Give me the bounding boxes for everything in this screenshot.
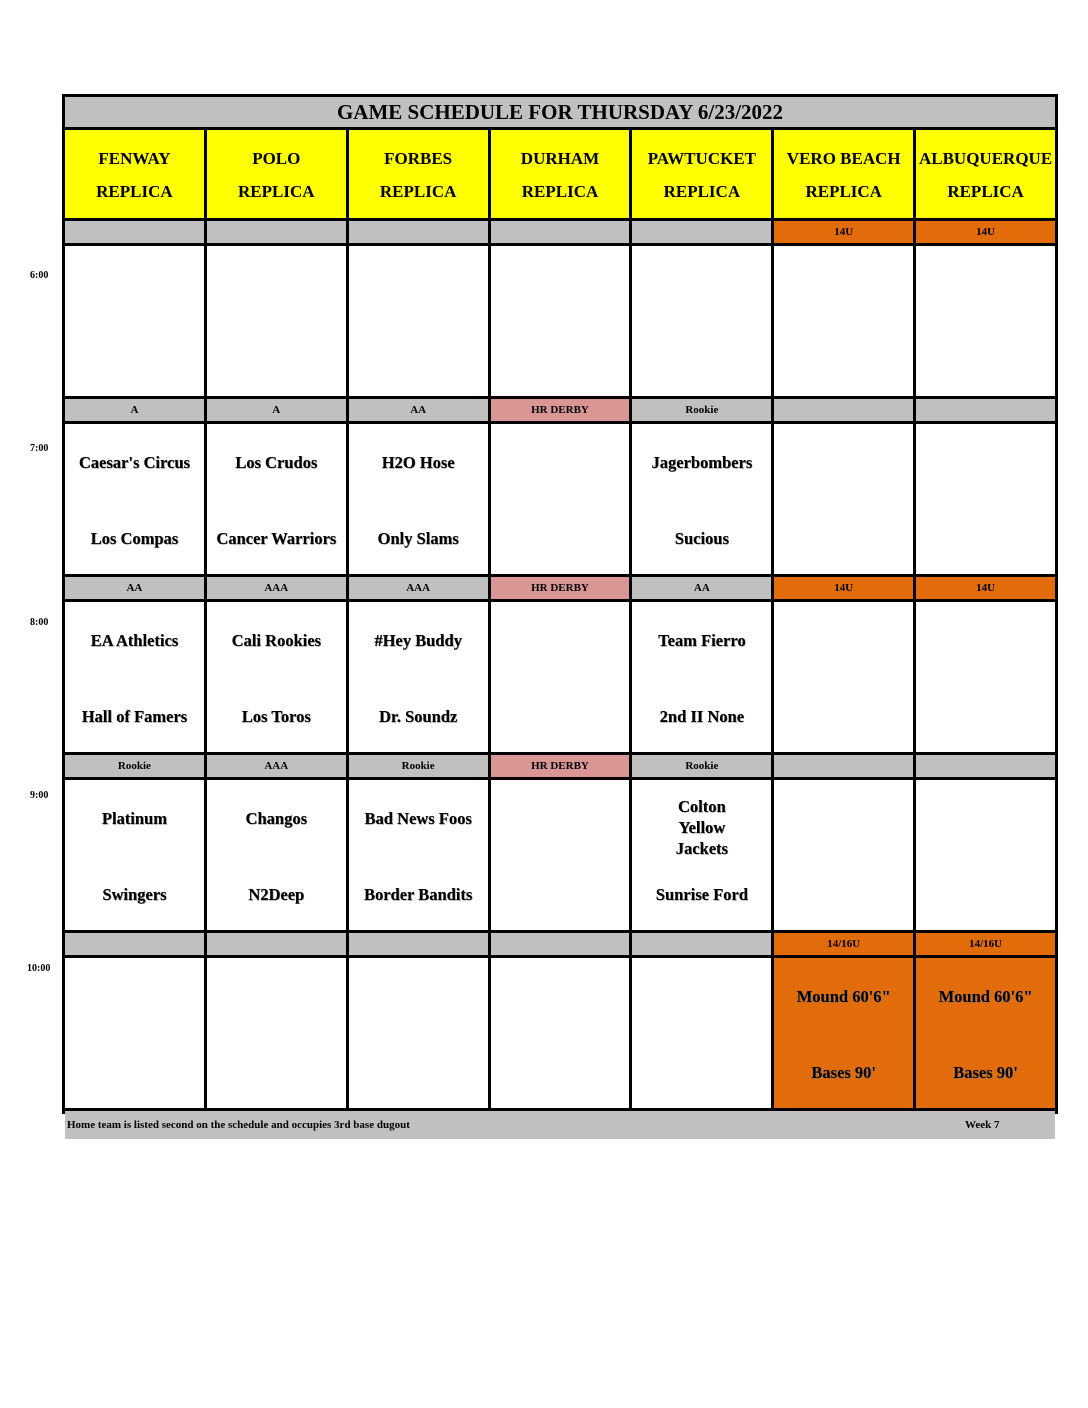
level-label: 14U <box>916 221 1055 243</box>
level-label <box>632 221 771 243</box>
away-team: Colton Yellow Jackets <box>675 797 728 858</box>
venue-name: PAWTUCKET <box>647 149 756 168</box>
game-cell <box>491 958 630 1108</box>
game-cell <box>207 780 346 930</box>
game-cell <box>916 602 1055 752</box>
away-team: Mound 60'6" <box>938 987 1033 1006</box>
home-team: N2Deep <box>248 885 305 904</box>
game-cell <box>491 424 630 574</box>
game-cell <box>349 780 488 930</box>
home-team: Cancer Warriors <box>216 529 337 548</box>
away-team: EA Athletics <box>90 631 179 650</box>
level-label: AAA <box>207 755 346 777</box>
venue-name: FORBES <box>384 149 453 168</box>
home-team-note: Home team is listed second on the schedule and occupies 3rd base dugout <box>67 1119 410 1131</box>
level-label: A <box>207 399 346 421</box>
level-label: AAA <box>207 577 346 599</box>
game-cell <box>774 602 913 752</box>
game-cell <box>65 246 204 396</box>
game-cell <box>774 780 913 930</box>
game-cell <box>916 780 1055 930</box>
home-team: Dr. Soundz <box>379 707 458 726</box>
level-label: HR DERBY <box>491 399 630 421</box>
level-label: 14/16U <box>774 933 913 955</box>
level-label: HR DERBY <box>491 755 630 777</box>
game-cell <box>207 246 346 396</box>
level-label: HR DERBY <box>491 577 630 599</box>
home-team: Los Compas <box>90 529 179 548</box>
venue-header-vero-beach <box>774 130 913 218</box>
game-cell <box>349 246 488 396</box>
level-label: A <box>65 399 204 421</box>
venue-sub: REPLICA <box>805 182 882 201</box>
home-team: Border Bandits <box>363 885 473 904</box>
game-cell <box>491 602 630 752</box>
level-label: Rookie <box>349 755 488 777</box>
venue-header-pawtucket <box>632 130 771 218</box>
level-label <box>207 933 346 955</box>
time-label: 9:00 <box>30 790 49 801</box>
game-cell <box>632 780 771 930</box>
level-label <box>916 755 1055 777</box>
home-team: Sucious <box>674 529 729 548</box>
home-team: Bases 90' <box>811 1063 877 1082</box>
level-label <box>916 399 1055 421</box>
game-cell <box>491 246 630 396</box>
away-team: Caesar's Circus <box>78 453 190 472</box>
venue-name: ALBUQUERQUE <box>918 149 1053 168</box>
time-label: 8:00 <box>30 617 49 628</box>
level-label <box>774 399 913 421</box>
venue-sub: REPLICA <box>379 182 457 201</box>
away-team: Platinum <box>101 809 167 828</box>
away-team: Cali Rookies <box>231 631 321 650</box>
home-team: Swingers <box>102 885 167 904</box>
level-label <box>491 221 630 243</box>
game-cell <box>349 958 488 1108</box>
time-label: 7:00 <box>30 443 49 454</box>
venue-sub: REPLICA <box>238 182 315 201</box>
level-label: 14U <box>774 577 913 599</box>
time-column <box>0 0 62 1408</box>
venue-sub: REPLICA <box>521 182 599 201</box>
away-team: H2O Hose <box>381 453 455 472</box>
venue-sub: REPLICA <box>663 182 741 201</box>
venue-header-fenway <box>65 130 204 218</box>
level-label <box>632 933 771 955</box>
game-cell <box>65 780 204 930</box>
level-label <box>349 221 488 243</box>
level-label: 14U <box>774 221 913 243</box>
level-label <box>491 933 630 955</box>
game-cell <box>207 424 346 574</box>
level-label <box>207 221 346 243</box>
game-cell <box>491 780 630 930</box>
game-cell <box>916 424 1055 574</box>
game-cell <box>632 602 771 752</box>
game-cell <box>349 424 488 574</box>
away-team: Team Fierro <box>658 631 746 650</box>
level-label: AAA <box>349 577 488 599</box>
home-team: Bases 90' <box>953 1063 1018 1082</box>
venue-header-durham <box>491 130 630 218</box>
game-cell <box>349 602 488 752</box>
home-team: Sunrise Ford <box>655 885 748 904</box>
schedule-table <box>62 94 1058 1131</box>
week-label: Week 7 <box>965 1119 1000 1131</box>
level-label <box>65 933 204 955</box>
game-cell <box>207 602 346 752</box>
away-team: Bad News Foos <box>364 809 472 828</box>
level-label: AA <box>632 577 771 599</box>
away-team: Mound 60'6" <box>796 987 891 1006</box>
game-cell <box>632 246 771 396</box>
venue-name: FENWAY <box>98 149 171 168</box>
venue-header-polo <box>207 130 346 218</box>
time-label: 10:00 <box>27 963 51 974</box>
venue-sub: REPLICA <box>96 182 173 201</box>
home-team: Los Toros <box>241 707 311 726</box>
venue-name: POLO <box>252 149 301 168</box>
game-cell <box>65 958 204 1108</box>
home-team: 2nd II None <box>659 707 745 726</box>
game-cell <box>774 958 913 1108</box>
away-team: #Hey Buddy <box>374 631 462 650</box>
level-label: AA <box>349 399 488 421</box>
level-label <box>349 933 488 955</box>
venue-header-albuquerque <box>916 130 1055 218</box>
away-team: Jagerbombers <box>651 453 753 472</box>
level-label: 14U <box>916 577 1055 599</box>
level-label <box>65 221 204 243</box>
level-label <box>774 755 913 777</box>
home-team: Only Slams <box>377 529 459 548</box>
venue-header-forbes <box>349 130 488 218</box>
game-cell <box>65 602 204 752</box>
game-cell <box>916 958 1055 1108</box>
level-label: Rookie <box>632 755 771 777</box>
game-cell <box>632 958 771 1108</box>
level-label: AA <box>65 577 204 599</box>
away-team: Los Crudos <box>235 453 318 472</box>
game-cell <box>774 424 913 574</box>
game-cell <box>65 424 204 574</box>
time-label: 6:00 <box>30 270 49 281</box>
away-team: Changos <box>245 809 307 828</box>
level-label: Rookie <box>65 755 204 777</box>
game-cell <box>916 246 1055 396</box>
home-team: Hall of Famers <box>81 707 188 726</box>
venue-name: VERO BEACH <box>786 149 901 168</box>
level-label: 14/16U <box>916 933 1055 955</box>
schedule-title: GAME SCHEDULE FOR THURSDAY 6/23/2022 <box>65 97 1055 127</box>
game-cell <box>207 958 346 1108</box>
venue-name: DURHAM <box>520 149 600 168</box>
venue-sub: REPLICA <box>947 182 1024 201</box>
game-cell <box>632 424 771 574</box>
schedule-footer <box>65 1111 1055 1139</box>
game-cell <box>774 246 913 396</box>
level-label: Rookie <box>632 399 771 421</box>
